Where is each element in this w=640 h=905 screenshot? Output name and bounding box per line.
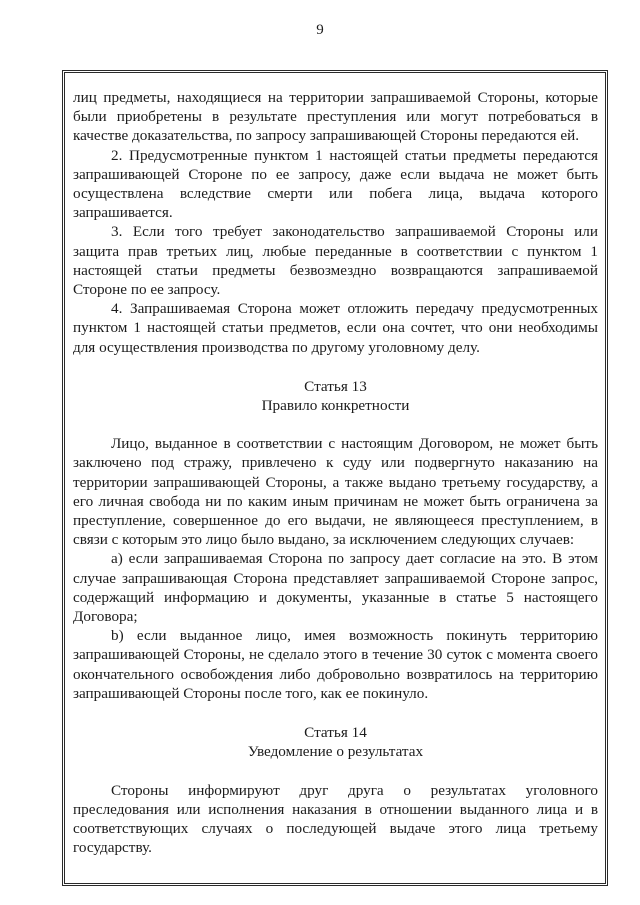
article-13-number: Статья 13 — [304, 377, 367, 395]
article-14-paragraph: Стороны информируют друг друга о результатах уголовного преследования или исполнения наказания в отношении выданного лица и в соответствующих случаях о последующей выдаче этого лица третьему государству. — [73, 781, 598, 857]
document-body — [73, 88, 598, 857]
page-number: 9 — [316, 22, 324, 38]
paragraph-item-4: 4. Запрашиваемая Сторона может отложить передачу предусмотренных пунктом 1 настоящей статьи предметов, если она сочтет, что они необходимы для осуществления производства по другому уголовному делу. — [73, 300, 598, 356]
article-13-paragraph: Лицо, выданное в соответствии с настоящим Договором, не может быть заключено под стражу, привлечено к суду или подвергнуто наказанию на территории запрашивающей Стороны, а также выдано третьему государству, а его личная свобода ни по каким иным причинам не может быть ограничена за преступление, совершенное до его выдачи, не являющееся преступлением, в связи с которым это лицо было выдано, за исключением следующих случаев: — [73, 435, 598, 549]
paragraph-item-2: 2. Предусмотренные пунктом 1 настоящей статьи предметы передаются запрашивающей Стороне по ее запросу, даже если выдача не может быть осуществлена вследствие смерти или побега лица, выдача которого запрашивается. — [73, 146, 598, 222]
article-13-item-a: a) если запрашиваемая Сторона по запросу дает согласие на это. В этом случае запрашивающая Сторона представляет запрашиваемой Стороне запрос, содержащий информацию и документы, указанные в статье 5 настоящего Договора; — [73, 550, 598, 626]
article-14-title: Уведомление о результатах — [247, 743, 424, 761]
paragraph-continuation: лиц предметы, находящиеся на территории запрашиваемой Стороны, которые были приобретены в результате преступления или могут потребоваться в качестве доказательства, по запросу запрашивающей Стороны передаются ей. — [73, 89, 598, 145]
article-14-number: Статья 14 — [304, 724, 367, 742]
paragraph-item-3: 3. Если того требует законодательство запрашиваемой Стороны или защита прав третьих лиц, любые переданные в соответствии с пунктом 1 настоящей статьи предметы безвозмездно возвращаются запрашиваемой Стороне по ее запросу. — [73, 223, 598, 299]
article-13-title: Правило конкретности — [261, 397, 410, 415]
article-13-item-b: b) если выданное лицо, имея возможность покинуть территорию запрашивающей Стороны, не сделало этого в течение 30 суток с момента своего окончательного освобождения либо добровольно возвратилось на территорию запрашивающей Стороны после того, как ее покинуло. — [73, 627, 598, 702]
